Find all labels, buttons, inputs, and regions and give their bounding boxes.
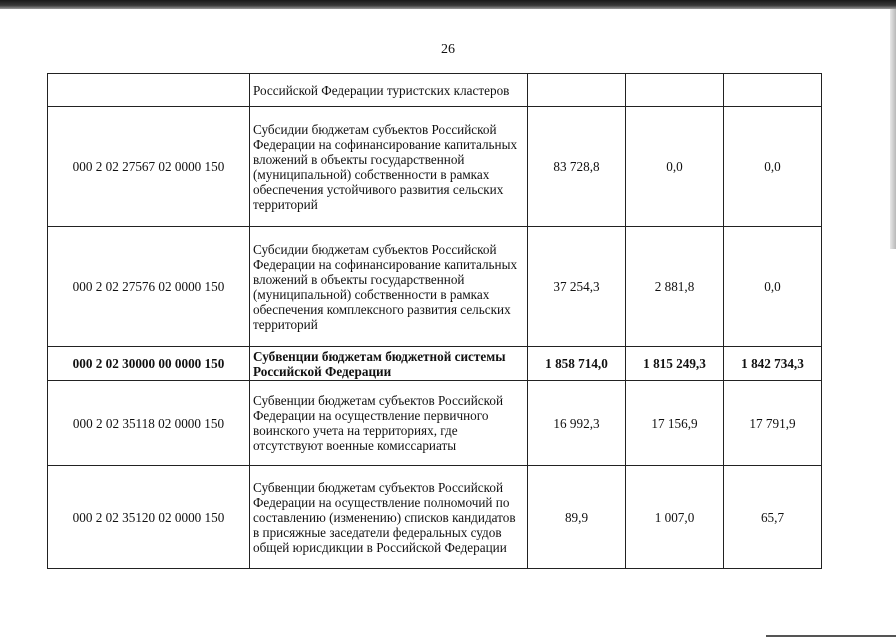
value-cell-year-1: 89,9 — [528, 466, 626, 569]
value-cell-year-3: 1 842 734,3 — [724, 347, 822, 381]
budget-code-cell: 000 2 02 27576 02 0000 150 — [48, 227, 250, 347]
value-cell-year-1: 1 858 714,0 — [528, 347, 626, 381]
table-row — [48, 107, 822, 227]
page-number: 26 — [441, 42, 455, 57]
table-row — [48, 74, 822, 107]
description-cell: Субсидии бюджетам субъектов Российской Федерации на софинансирование капитальных вложений в объекты государственной (муниципальной) собственности в рамках обеспечения устойчивого развития сельских территорий — [250, 107, 528, 227]
description-cell: Субвенции бюджетам субъектов Российской Федерации на осуществление первичного воинского учета на территориях, где отсутствуют военные комиссариаты — [250, 381, 528, 466]
table-row — [48, 227, 822, 347]
budget-table — [47, 73, 822, 569]
description-cell: Субсидии бюджетам субъектов Российской Федерации на софинансирование капитальных вложений в объекты государственной (муниципальной) собственности в рамках обеспечения комплексного развития сельских территорий — [250, 227, 528, 347]
description-cell: Российской Федерации туристских кластеров — [250, 74, 528, 107]
budget-code-cell: 000 2 02 35120 02 0000 150 — [48, 466, 250, 569]
description-cell: Субвенции бюджетам субъектов Российской Федерации на осуществление полномочий по составлению (изменению) списков кандидатов в присяжные заседатели федеральных судов общей юрисдикции в Российской Федерации — [250, 466, 528, 569]
table-row-total — [48, 347, 822, 381]
value-cell-year-3 — [724, 74, 822, 107]
scan-edge-top — [0, 0, 896, 9]
value-cell-year-2: 2 881,8 — [626, 227, 724, 347]
value-cell-year-2: 0,0 — [626, 107, 724, 227]
value-cell-year-2 — [626, 74, 724, 107]
value-cell-year-3: 0,0 — [724, 107, 822, 227]
value-cell-year-1: 37 254,3 — [528, 227, 626, 347]
budget-code-cell: 000 2 02 27567 02 0000 150 — [48, 107, 250, 227]
budget-code-cell — [48, 74, 250, 107]
value-cell-year-3: 17 791,9 — [724, 381, 822, 466]
value-cell-year-3: 0,0 — [724, 227, 822, 347]
value-cell-year-2: 17 156,9 — [626, 381, 724, 466]
budget-code-cell: 000 2 02 35118 02 0000 150 — [48, 381, 250, 466]
table-row — [48, 466, 822, 569]
value-cell-year-2: 1 007,0 — [626, 466, 724, 569]
scan-edge-bottom — [766, 635, 896, 637]
value-cell-year-1 — [528, 74, 626, 107]
value-cell-year-1: 83 728,8 — [528, 107, 626, 227]
budget-code-cell: 000 2 02 30000 00 0000 150 — [48, 347, 250, 381]
description-cell: Субвенции бюджетам бюджетной системы Российской Федерации — [250, 347, 528, 381]
value-cell-year-1: 16 992,3 — [528, 381, 626, 466]
value-cell-year-2: 1 815 249,3 — [626, 347, 724, 381]
table-row — [48, 381, 822, 466]
value-cell-year-3: 65,7 — [724, 466, 822, 569]
